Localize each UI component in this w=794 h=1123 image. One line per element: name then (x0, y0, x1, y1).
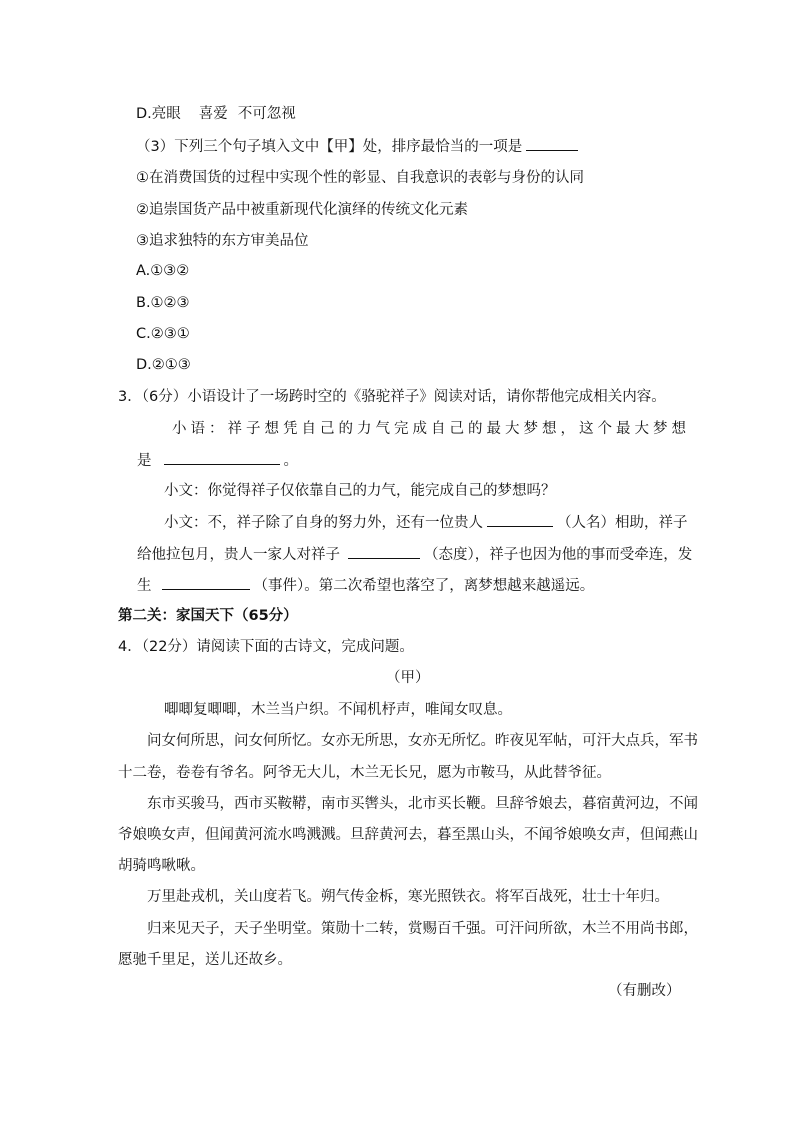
sentence-1: ①在消费国货的过程中实现个性的彰显、自我意识的表彰与身份的认同 (136, 170, 584, 186)
event-blank[interactable] (162, 575, 250, 590)
poem-line: 归来见天子，天子坐明堂。策勋十二转，赏赐百千强。可汗问所欲，木兰不用尚书郎， (147, 921, 698, 937)
answer-blank[interactable] (526, 136, 578, 151)
attitude-blank[interactable] (348, 544, 420, 559)
poem-line: 问女何所思，问女何所忆。女亦无所思，女亦无所忆。昨夜见军帖，可汗大点兵，军书 (147, 733, 698, 749)
q4-stem: 4．（22分）请阅读下面的古诗文，完成问题。 (118, 639, 414, 655)
poem-line: 唧唧复唧唧，木兰当户织。不闻机杼声，唯闻女叹息。 (164, 702, 512, 718)
poem-line: 十二卷，卷卷有爷名。阿爷无大儿，木兰无长兄，愿为市鞍马，从此替爷征。 (118, 765, 611, 781)
q3-xiaoyu-line2-post: 。 (283, 453, 298, 469)
q2-option-d-word3: 不可忽视 (237, 106, 296, 122)
q3-xiaowen2-line2 (137, 544, 692, 564)
q3-xiaowen2-f: （事件）。第二次希望也落空了，离梦想越来越遥远。 (253, 578, 595, 594)
poem-line: 愿驰千里足，送儿还故乡。 (118, 952, 292, 968)
q3-xiaowen2-line3 (137, 575, 594, 595)
q3-xiaowen2-e: 生 (137, 578, 152, 594)
poem-line: 爷娘唤女声，但闻黄河流水鸣溅溅。旦辞黄河去，暮至黑山头，不闻爷娘唤女声，但闻燕山 (118, 827, 698, 843)
choice-c: C.②③① (136, 326, 190, 342)
q4-note: （有删改） (608, 983, 681, 999)
poem-line: 胡骑鸣啾啾。 (118, 858, 205, 874)
person-blank[interactable] (487, 512, 553, 527)
choice-d: D.②①③ (136, 357, 191, 373)
q3-xiaoyu-line2-pre: 是 (137, 453, 152, 469)
q3-xiaowen2-b: （人名）相助，祥子 (557, 515, 688, 531)
q2-option-d-word2: 喜爱 (198, 106, 228, 122)
q3-xiaowen2-a: 小文：不，祥子除了自身的努力外，还有一位贵人 (164, 515, 483, 531)
q2-option-d-label: D.亮眼 (136, 106, 181, 122)
choice-a: A.①③② (136, 263, 190, 279)
q2-sub3-prompt-text: （3）下列三个句子填入文中【甲】处，排序最恰当的一项是 (136, 139, 523, 155)
choice-b: B.①②③ (136, 295, 190, 311)
q2-option-d (136, 104, 296, 124)
poem-line: 东市买骏马，西市买鞍鞯，南市买辔头，北市买长鞭。旦辞爷娘去，暮宿黄河边，不闻 (147, 796, 698, 812)
q3-stem: 3．（6分）小语设计了一场跨时空的《骆驼祥子》阅读对话，请你帮他完成相关内容。 (118, 389, 666, 405)
q3-xiaowen2-c: 给他拉包月，贵人一家人对祥子 (137, 547, 340, 563)
q3-xiaowen2-d: （态度），祥子也因为他的事而受牵连，发 (424, 547, 693, 563)
sentence-2: ②追崇国货产品中被重新现代化演绎的传统文化元素 (136, 202, 468, 218)
dream-blank[interactable] (164, 450, 280, 465)
q3-xiaoyu-line1: 小语：祥子想凭自己的力气完成自己的最大梦想，这个最大梦想 (172, 421, 690, 437)
poem-line: 万里赴戎机，关山度若飞。朔气传金柝，寒光照铁衣。将军百战死，壮士十年归。 (147, 889, 669, 905)
q3-xiaowen1: 小文：你觉得祥子仅依靠自己的力气，能完成自己的梦想吗？ (164, 483, 556, 499)
q4-subtitle: （甲） (386, 670, 430, 686)
q2-sub3-prompt (136, 136, 582, 156)
q3-xiaowen2-line1 (164, 512, 688, 532)
section2-title: 第二关：家国天下（65分） (118, 608, 298, 624)
sentence-3: ③追求独特的东方审美品位 (136, 233, 309, 249)
q3-xiaoyu-line2 (137, 450, 298, 470)
